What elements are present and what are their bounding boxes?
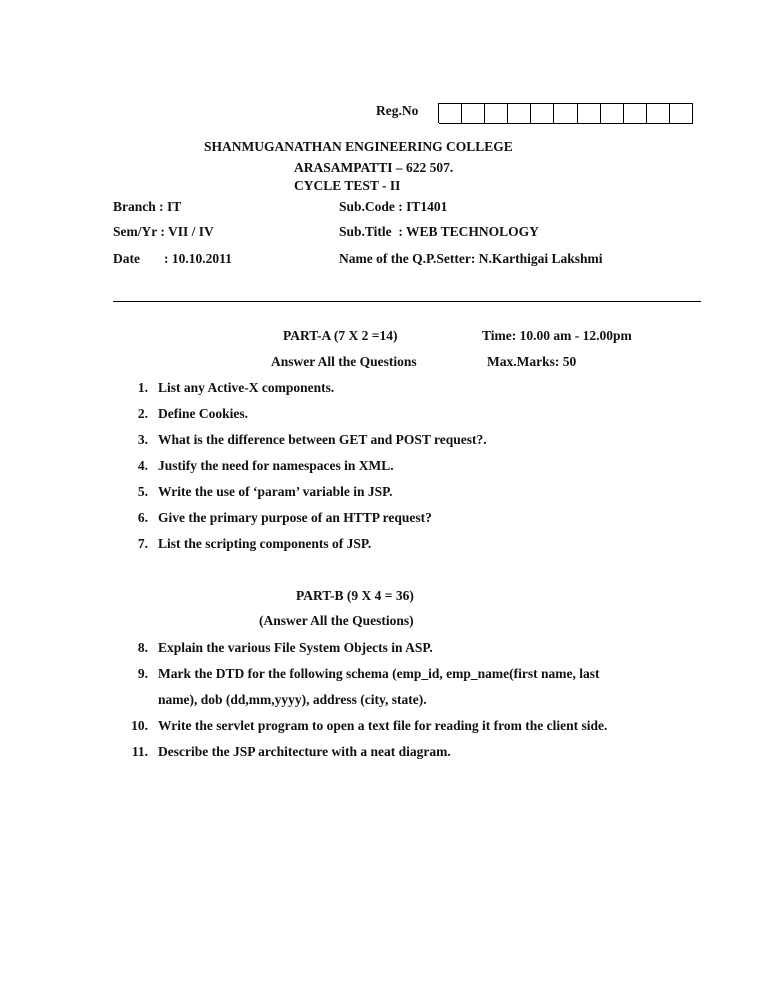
- question-text: List the scripting components of JSP.: [158, 536, 372, 551]
- reg-no-box: [601, 103, 624, 124]
- reg-no-box: [647, 103, 670, 124]
- question-number: 5.: [137, 484, 148, 499]
- question-number: 4.: [137, 458, 148, 473]
- question-text: What is the difference between GET and POST request?.: [158, 432, 487, 447]
- question-number: 2.: [137, 406, 148, 421]
- question-text: Define Cookies.: [158, 406, 248, 421]
- reg-no-box: [578, 103, 601, 124]
- college-address: ARASAMPATTI – 622 507.: [294, 160, 454, 175]
- part-a-title: PART-A (7 X 2 =14): [283, 328, 398, 343]
- question-text: Write the servlet program to open a text file for reading it from the client side.: [158, 718, 608, 733]
- question-number: 8.: [137, 640, 148, 655]
- question-text: Justify the need for namespaces in XML.: [158, 458, 394, 473]
- test-title: CYCLE TEST - II: [294, 178, 401, 193]
- question-number: 10.: [131, 718, 148, 733]
- subject-title: Sub.Title : WEB TECHNOLOGY: [339, 224, 539, 239]
- question-text: Write the use of ‘param’ variable in JSP.: [158, 484, 393, 499]
- question-number: 7.: [137, 536, 148, 551]
- reg-no-box: [531, 103, 554, 124]
- question-text: Give the primary purpose of an HTTP request?: [158, 510, 432, 525]
- question-text-continuation: name), dob (dd,mm,yyyy), address (city, state).: [158, 692, 427, 707]
- part-a-instruction: Answer All the Questions: [271, 354, 417, 369]
- question-text: List any Active-X components.: [158, 380, 335, 395]
- reg-no-box: [462, 103, 485, 124]
- date-label: Date: [113, 251, 140, 266]
- part-b-title: PART-B (9 X 4 = 36): [296, 588, 414, 603]
- reg-no-boxes: [438, 103, 693, 123]
- semester-year: Sem/Yr : VII / IV: [113, 224, 214, 239]
- max-marks: Max.Marks: 50: [487, 354, 577, 369]
- branch-label: Branch : IT: [113, 199, 182, 214]
- question-number: 11.: [131, 744, 148, 759]
- question-number: 6.: [137, 510, 148, 525]
- subject-code: Sub.Code : IT1401: [339, 199, 448, 214]
- question-text: Describe the JSP architecture with a neat diagram.: [158, 744, 451, 759]
- college-name: SHANMUGANATHAN ENGINEERING COLLEGE: [204, 139, 513, 154]
- question-text: Mark the DTD for the following schema (emp_id, emp_name(first name, last: [158, 666, 600, 681]
- reg-no-box: [508, 103, 531, 124]
- question-number: 3.: [137, 432, 148, 447]
- reg-no-label: Reg.No: [376, 103, 419, 118]
- reg-no-box: [554, 103, 577, 124]
- question-number: 9.: [137, 666, 148, 681]
- reg-no-box: [485, 103, 508, 124]
- reg-no-box: [439, 103, 462, 124]
- question-text: Explain the various File System Objects in ASP.: [158, 640, 433, 655]
- header-divider: [113, 301, 701, 302]
- reg-no-box: [624, 103, 647, 124]
- date-value: : 10.10.2011: [164, 251, 232, 266]
- exam-time: Time: 10.00 am - 12.00pm: [482, 328, 632, 343]
- reg-no-box: [670, 103, 693, 124]
- question-number: 1.: [137, 380, 148, 395]
- question-paper-setter: Name of the Q.P.Setter: N.Karthigai Lakshmi: [339, 251, 603, 266]
- part-b-instruction: (Answer All the Questions): [259, 613, 414, 628]
